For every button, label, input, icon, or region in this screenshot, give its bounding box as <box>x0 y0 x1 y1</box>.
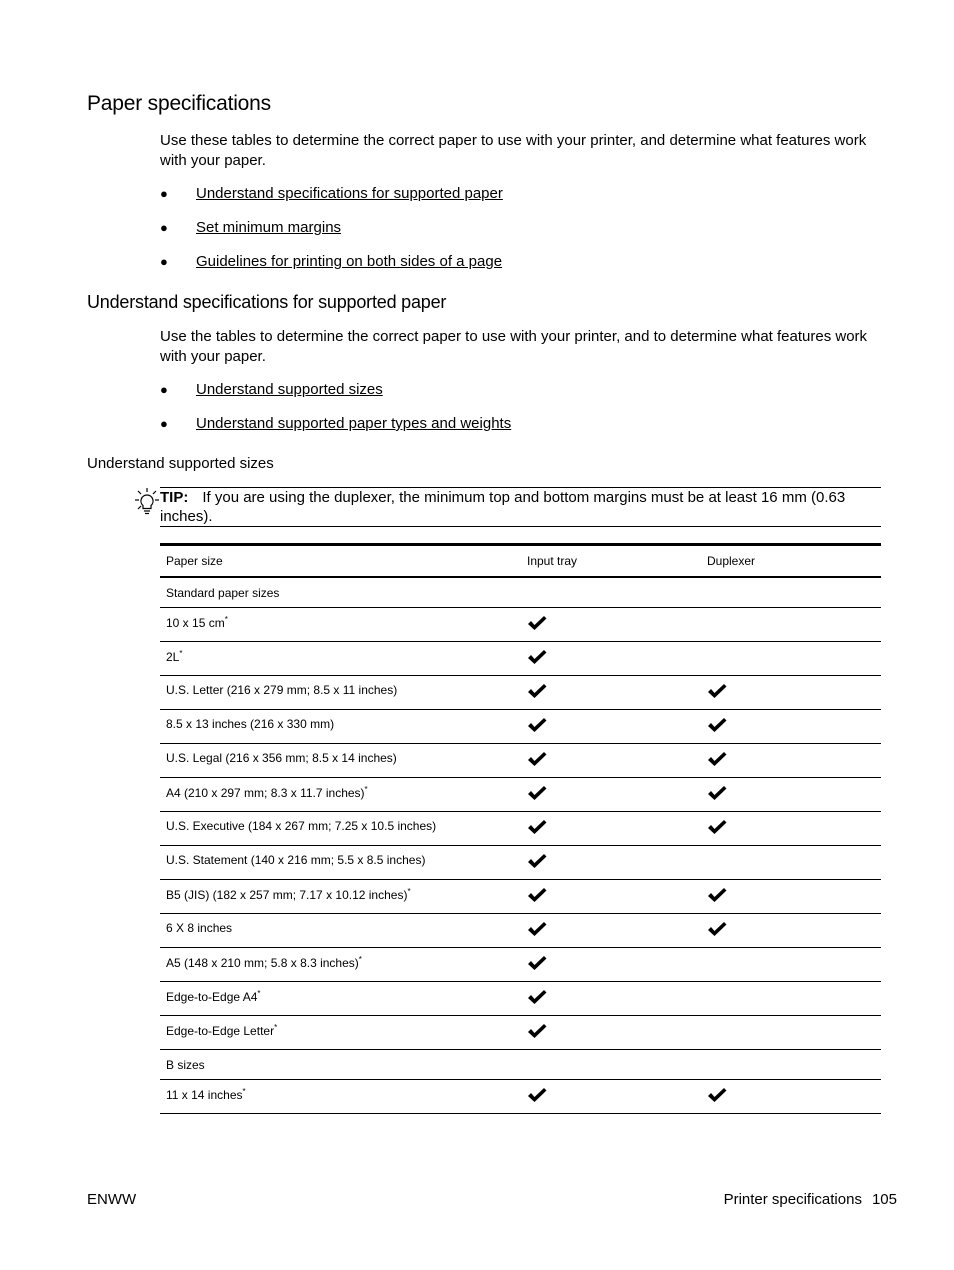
paper-size-cell <box>160 1015 521 1049</box>
paper-size-label: Edge-to-Edge A4 <box>166 989 258 1004</box>
checkmark-icon <box>707 887 727 903</box>
paper-size-cell <box>160 845 521 879</box>
table-row <box>160 709 881 743</box>
duplexer-cell <box>701 675 881 709</box>
paper-size-cell <box>160 607 521 641</box>
table-row <box>160 811 881 845</box>
footnote-marker: * <box>358 954 362 964</box>
checkmark-icon <box>527 819 547 835</box>
checkmark-icon <box>527 921 547 937</box>
checkmark-icon <box>707 921 727 937</box>
duplexer-cell <box>701 777 881 811</box>
lightbulb-icon <box>134 487 160 517</box>
table-row <box>160 947 881 981</box>
checkmark-icon <box>707 683 727 699</box>
table-row <box>160 777 881 811</box>
checkmark-icon <box>707 1087 727 1103</box>
intro-paragraph: Use these tables to determine the correct paper to use with your printer, and determine what features work with your paper. <box>160 132 867 169</box>
column-header-paper-size: Paper size <box>160 545 521 578</box>
link-supported-sizes[interactable]: Understand supported sizes <box>196 381 383 398</box>
checkmark-icon <box>527 989 547 1005</box>
duplexer-cell <box>701 607 881 641</box>
duplexer-cell <box>701 709 881 743</box>
checkmark-icon <box>527 955 547 971</box>
tip-label: TIP: <box>160 489 189 506</box>
paper-size-label: U.S. Statement (140 x 216 mm; 5.5 x 8.5 inches) <box>166 852 426 867</box>
checkmark-icon <box>527 1087 547 1103</box>
input-tray-cell <box>521 811 701 845</box>
checkmark-icon <box>527 751 547 767</box>
column-header-input-tray: Input tray <box>521 545 701 578</box>
paper-size-cell <box>160 641 521 675</box>
section-intro-paragraph: Use the tables to determine the correct paper to use with your printer, and to determine what features work with your paper. <box>160 328 868 365</box>
paper-size-cell <box>160 743 521 777</box>
checkmark-icon <box>527 1023 547 1039</box>
table-row <box>160 913 881 947</box>
paper-size-label: 11 x 14 inches <box>166 1087 243 1102</box>
column-header-duplexer: Duplexer <box>701 545 881 578</box>
paper-size-table <box>160 543 881 1114</box>
input-tray-cell <box>521 607 701 641</box>
paper-size-label: 6 X 8 inches <box>166 920 233 935</box>
paper-size-cell <box>160 811 521 845</box>
paper-size-label: A4 (210 x 297 mm; 8.3 x 11.7 inches) <box>166 785 365 800</box>
duplexer-cell <box>701 641 881 675</box>
checkmark-icon <box>707 819 727 835</box>
paper-size-cell <box>160 709 521 743</box>
subsection-heading: Understand supported sizes <box>87 455 274 472</box>
duplexer-cell <box>701 811 881 845</box>
table-group-row <box>160 577 881 607</box>
page-title: Paper specifications <box>87 92 271 115</box>
link-set-minimum-margins[interactable]: Set minimum margins <box>196 219 342 236</box>
tip-text: If you are using the duplexer, the minimum top and bottom margins must be at least 16 mm (0.63 inches). <box>160 489 846 525</box>
footnote-marker: * <box>242 1086 246 1096</box>
footnote-marker: * <box>179 648 183 658</box>
table-group-row <box>160 1049 881 1079</box>
paper-size-label: U.S. Legal (216 x 356 mm; 8.5 x 14 inches) <box>166 750 397 765</box>
checkmark-icon <box>527 683 547 699</box>
paper-size-label: U.S. Letter (216 x 279 mm; 8.5 x 11 inches) <box>166 682 398 697</box>
group-label <box>160 1049 881 1079</box>
table-header-row <box>160 545 881 578</box>
checkmark-icon <box>707 751 727 767</box>
link-supported-types-weights[interactable]: Understand supported paper types and weights <box>196 415 512 432</box>
duplexer-cell <box>701 879 881 913</box>
checkmark-icon <box>527 785 547 801</box>
paper-size-label: 2L <box>166 649 180 664</box>
input-tray-cell <box>521 777 701 811</box>
paper-size-cell <box>160 675 521 709</box>
group-label-text: B sizes <box>166 1057 205 1072</box>
duplexer-cell <box>701 845 881 879</box>
checkmark-icon <box>527 853 547 869</box>
paper-size-cell <box>160 879 521 913</box>
paper-size-label: 8.5 x 13 inches (216 x 330 mm) <box>166 716 335 731</box>
input-tray-cell <box>521 743 701 777</box>
duplexer-cell <box>701 947 881 981</box>
footnote-marker: * <box>257 988 261 998</box>
paper-size-cell <box>160 1079 521 1113</box>
input-tray-cell <box>521 913 701 947</box>
paper-size-cell <box>160 981 521 1015</box>
duplexer-cell <box>701 913 881 947</box>
footer-left: ENWW <box>87 1191 137 1208</box>
input-tray-cell <box>521 1015 701 1049</box>
table-row <box>160 981 881 1015</box>
table-row <box>160 1015 881 1049</box>
checkmark-icon <box>707 717 727 733</box>
input-tray-cell <box>521 641 701 675</box>
checkmark-icon <box>707 785 727 801</box>
section-heading: Understand specifications for supported paper <box>87 292 447 312</box>
table-body <box>160 577 881 1113</box>
paper-size-cell <box>160 913 521 947</box>
footer-right <box>724 1191 897 1208</box>
input-tray-cell <box>521 947 701 981</box>
checkmark-icon <box>527 649 547 665</box>
tip-text-block <box>160 488 881 526</box>
input-tray-cell <box>521 845 701 879</box>
link-guidelines-both-sides[interactable]: Guidelines for printing on both sides of a page <box>196 253 503 270</box>
table-row <box>160 607 881 641</box>
duplexer-cell <box>701 1079 881 1113</box>
tip-box <box>160 487 881 527</box>
group-label <box>160 577 881 607</box>
footnote-marker: * <box>364 784 368 794</box>
table-row <box>160 879 881 913</box>
group-label-text: Standard paper sizes <box>166 586 280 600</box>
paper-size-label: Edge-to-Edge Letter <box>166 1023 275 1038</box>
input-tray-cell <box>521 1079 701 1113</box>
input-tray-cell <box>521 675 701 709</box>
duplexer-cell <box>701 981 881 1015</box>
footnote-marker: * <box>224 614 228 624</box>
input-tray-cell <box>521 709 701 743</box>
footnote-marker: * <box>274 1022 278 1032</box>
table-row <box>160 675 881 709</box>
paper-size-label: U.S. Executive (184 x 267 mm; 7.25 x 10.5 inches) <box>166 818 437 833</box>
paper-size-cell <box>160 777 521 811</box>
paper-size-cell <box>160 947 521 981</box>
table-row <box>160 1079 881 1113</box>
table-row <box>160 641 881 675</box>
paper-size-label: A5 (148 x 210 mm; 5.8 x 8.3 inches) <box>166 955 359 970</box>
link-specifications-supported-paper[interactable]: Understand specifications for supported paper <box>196 185 503 202</box>
checkmark-icon <box>527 887 547 903</box>
duplexer-cell <box>701 743 881 777</box>
duplexer-cell <box>701 1015 881 1049</box>
footnote-marker: * <box>407 886 411 896</box>
table-row <box>160 845 881 879</box>
paper-size-label: B5 (JIS) (182 x 257 mm; 7.17 x 10.12 inches) <box>166 887 408 902</box>
input-tray-cell <box>521 981 701 1015</box>
table-row <box>160 743 881 777</box>
input-tray-cell <box>521 879 701 913</box>
checkmark-icon <box>527 717 547 733</box>
page-number: 105 <box>871 1191 897 1208</box>
paper-size-label: 10 x 15 cm <box>166 615 225 630</box>
checkmark-icon <box>527 615 547 631</box>
footer-section: Printer specifications <box>723 1191 862 1208</box>
